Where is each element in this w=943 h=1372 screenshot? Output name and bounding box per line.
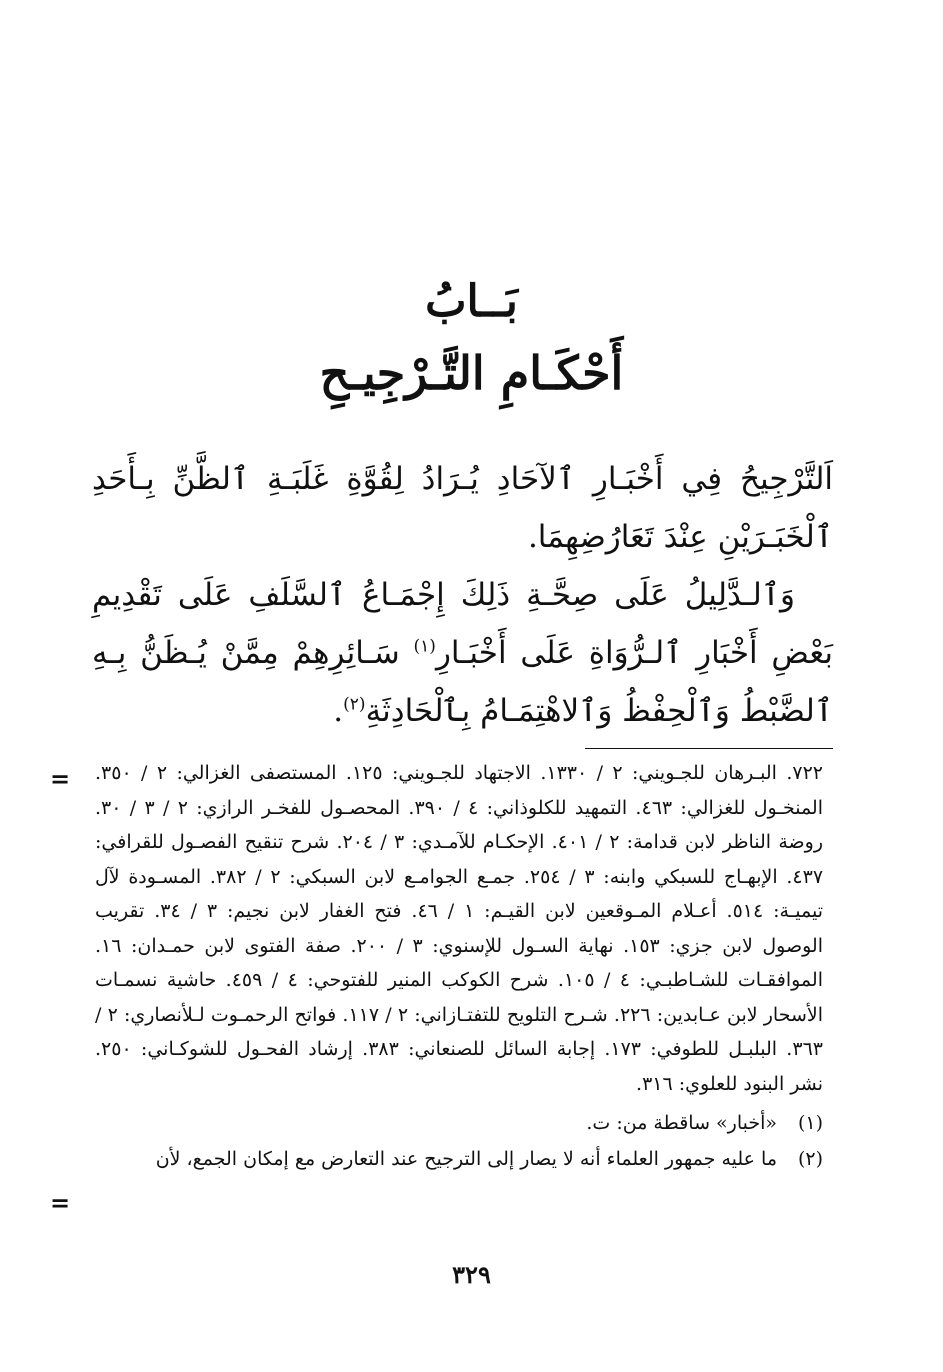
footnote-ref-2: (٢) <box>343 694 366 715</box>
paragraph-2-part-b: سَـائِرِهِمْ مِمَّنْ يُـظَنُّ بِـهِ ٱلضَّبْطُ وَٱلْحِفْظُ وَٱلاهْتِمَـامُ بِٱلْحَادِثَةِ <box>92 635 833 729</box>
footnote-ref-1: (١) <box>413 636 436 657</box>
paragraph-2 <box>92 566 833 740</box>
main-text <box>92 450 833 740</box>
chapter-title: أَحْكَـامِ التَّـرْجِيـحِ <box>319 346 624 400</box>
paragraph-1: اَلتَّرْجِيحُ فِي أَخْبَـارِ ٱلآحَادِ يُـرَادُ لِقُوَّةِ غَلَبَـةِ ٱلظَّنِّ بِـأَحَدِ ٱلْخَبَـرَيْنِ عِنْدَ تَعَارُضِهِمَا. <box>92 461 833 555</box>
paragraph-2-part-a: وَٱلـدَّلِيلُ عَلَى صِحَّـةِ ذَلِكَ إِجْمَـاعُ ٱلسَّلَفِ عَلَى تَقْدِيمِ بَعْضِ أَخْبَارِ ٱلـرُّوَاةِ عَلَى أَخْبَـارِ <box>92 577 833 671</box>
continued-to-mark: = <box>50 1188 71 1217</box>
page-number: ٣٢٩ <box>452 1260 491 1289</box>
footnote-text: «أخبار» ساقطة من: ت. <box>586 1112 777 1134</box>
footnote-number: (٢) <box>797 1148 823 1170</box>
paragraph-2-end: . <box>333 693 344 729</box>
footnote-separator <box>585 748 833 749</box>
footnote-number: (١) <box>797 1112 823 1134</box>
chapter-label: بَــابُ <box>425 276 518 327</box>
footnote-item <box>95 1141 823 1177</box>
footnote-text: ما عليه جمهور العلماء أنه لا يصار إلى الترجيح عند التعارض مع إمكان الجمع، لأن <box>155 1148 777 1170</box>
footnote-continuation: ٧٢٢. البـرهان للجـويني: ٢ / ١٣٣٠. الاجتهاد للجـويني: ١٢٥. المستصفى الغزالي: ٢ / ٣٥٠. المنخـول للغزالي: ٤٦٣. التمهيد للكلوذاني: ٤ / ٣٩٠. المحصـول للفخـر الرازي: ٢ / ٣ / ٣٠. روضة الناظر لابن قدامة: ٢ / ٤٠١. الإحكـام للآمـدي: ٣ / ٢٠٤. شرح تنقيح الفصـول للقرافي: ٤٣٧. الإبهـاج للسبكي وابنه: ٣ / ٢٥٤. جمـع الجوامـع لابن السبكي: ٢ / ٣٨٢. المسـودة لآل تيميـة: ٥١٤. أعـلام المـوقعين لابن القيـم: ١ / ٤٦. فتح الغفار لابن نجيم: ٣ / ٣٤. تقريب الوصول لابن جزي: ١٥٣. نهاية السـول للإسنوي: ٣ / ٢٠٠. صفة الفتوى لابن حمـدان: ١٦. الموافقـات للشـاطبـي: ٤ / ١٠٥. شرح الكوكب المنير للفتوحي: ٤ / ٤٥٩. حاشية نسمـات الأسحار لابن عـابدين: ٢٢٦. شـرح التلويح للتفتـازاني: ٢ / ١١٧. فواتح الرحمـوت لـلأنصاري: ٢ / ٣٦٣. البلبـل للطوفي: ١٧٣. إجابة السائل للصنعاني: ٣٨٣. إرشاد الفحـول للشوكـاني: ٢٥٠. نشر البنود للعلوي: ٣١٦. <box>95 762 824 1095</box>
footnote-item <box>95 1105 823 1141</box>
footnotes <box>95 756 823 1177</box>
continued-from-mark: = <box>50 764 71 793</box>
